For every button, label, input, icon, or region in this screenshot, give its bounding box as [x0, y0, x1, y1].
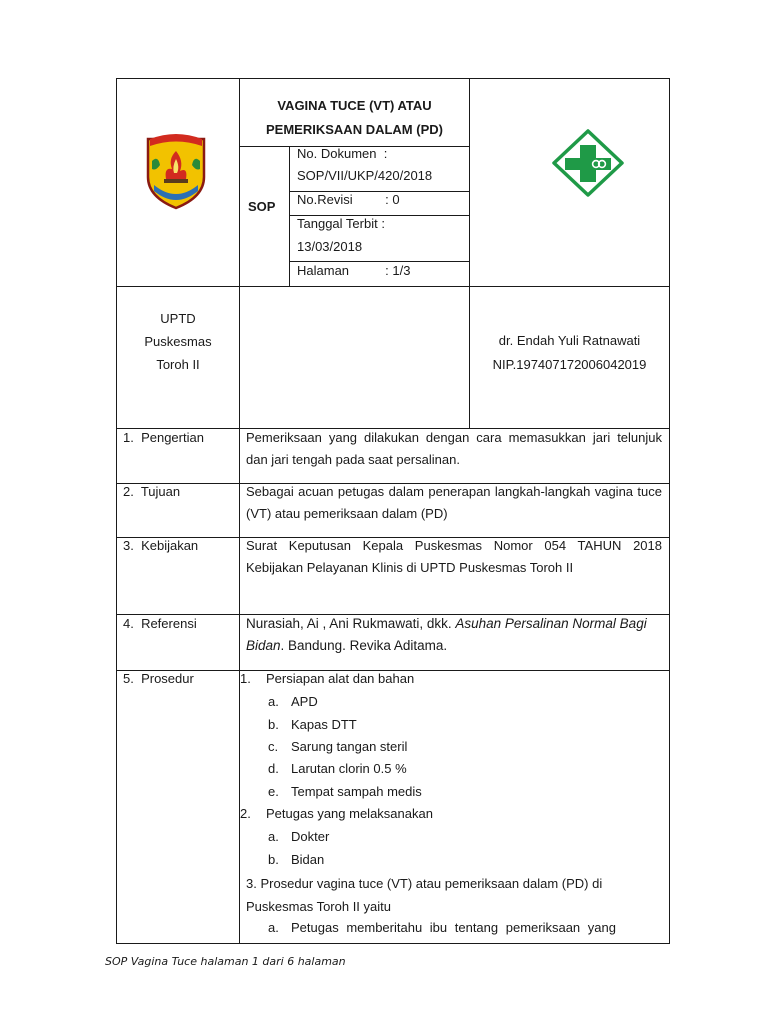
table-divider-sop: [289, 146, 290, 286]
prosedur-item-2-text: Petugas yang melaksanakan: [266, 806, 433, 821]
referensi-label: 4. Referensi: [123, 616, 197, 631]
page-number: Halaman : 1/3: [297, 263, 411, 278]
doc-number-value: SOP/VII/UKP/420/2018: [297, 168, 433, 183]
sop-label: SOP: [248, 199, 276, 214]
prosedur-item-1-sub-c: c. Sarung tangan steril: [268, 739, 408, 754]
puskesmas-logo-icon: [551, 128, 625, 198]
prosedur-item-1-text: Persiapan alat dan bahan: [266, 671, 415, 686]
table-border-right: [669, 78, 670, 944]
tujuan-text: Sebagai acuan petugas dalam penerapan langkah-langkah vagina tuce (VT) atau pemeriksaan dalam (PD): [246, 484, 662, 521]
referensi-text: [246, 613, 666, 657]
issue-date-value: 13/03/2018: [297, 239, 363, 254]
prosedur-item-2-sub-a: a. Dokter: [268, 829, 330, 844]
prosedur-item-1-number: 1.: [240, 671, 251, 686]
signer-name: dr. Endah Yuli Ratnawati: [498, 333, 641, 348]
signer-block: [470, 329, 669, 377]
doc-number-label: No. Dokumen :: [297, 146, 388, 161]
prosedur-item-3-sub-a: [268, 917, 664, 939]
document-title-line2: PEMERIKSAAN DALAM (PD): [266, 122, 443, 137]
pengertian-label: 1. Pengertian: [123, 430, 204, 445]
prosedur-item-3-sub-a-text: Petugas memberitahu ibu tentang pemeriksaan yang: [291, 920, 616, 935]
table-border-top: [116, 78, 670, 79]
kebijakan-label: 3. Kebijakan: [123, 538, 199, 553]
revision-number: No.Revisi : 0: [297, 192, 400, 207]
prosedur-item-1-sub-e: e. Tempat sampah medis: [268, 784, 422, 799]
table-border-left: [116, 78, 117, 944]
prosedur-label: 5. Prosedur: [123, 671, 194, 686]
referensi-publisher: . Bandung. Revika Aditama.: [280, 638, 448, 653]
prosedur-item-1-sub-b: b. Kapas DTT: [268, 717, 357, 732]
prosedur-item-1-sub-d: d. Larutan clorin 0.5 %: [268, 761, 407, 776]
organization-line3: Toroh II: [156, 357, 200, 372]
kebijakan-text: Surat Keputusan Kepala Puskesmas Nomor 054 TAHUN 2018 Kebijakan Pelayanan Klinis di UPTD Puskesmas Toroh II: [246, 538, 662, 575]
table-line-header-bottom: [116, 286, 670, 287]
prosedur-item-2-number: 2.: [240, 806, 251, 821]
document-title-line1: VAGINA TUCE (VT) ATAU: [277, 98, 432, 113]
table-border-bottom: [116, 943, 670, 944]
signer-nip: NIP.197407172006042019: [492, 357, 647, 372]
pengertian-text: Pemeriksaan yang dilakukan dengan cara memasukkan jari telunjuk dan jari tengah pada saat persalinan.: [246, 430, 662, 467]
organization-line1: UPTD: [160, 311, 196, 326]
referensi-book-title: Asuhan Persalinan Normal Bagi Bidan: [246, 616, 647, 653]
organization-name: [117, 307, 239, 376]
tujuan-label: 2. Tujuan: [123, 484, 181, 499]
prosedur-item-3-sub-a-letter: a.: [268, 920, 279, 935]
prosedur-item-1-sub-a: a. APD: [268, 694, 318, 709]
issue-date-label: Tanggal Terbit :: [297, 216, 385, 231]
organization-line2: Puskesmas: [144, 334, 212, 349]
prosedur-item-2: [240, 803, 433, 825]
prosedur-item-1: [240, 668, 414, 690]
page-footer: SOP Vagina Tuce halaman 1 dari 6 halaman: [105, 955, 346, 968]
prosedur-item-3: 3. Prosedur vagina tuce (VT) atau pemeriksaan dalam (PD) di Puskesmas Toroh II yaitu: [246, 876, 603, 914]
document-title: [240, 94, 469, 142]
grobogan-regency-emblem-icon: [144, 131, 208, 211]
prosedur-item-2-sub-b: b. Bidan: [268, 852, 325, 867]
referensi-authors: Nurasiah, Ai , Ani Rukmawati, dkk.: [246, 616, 456, 631]
